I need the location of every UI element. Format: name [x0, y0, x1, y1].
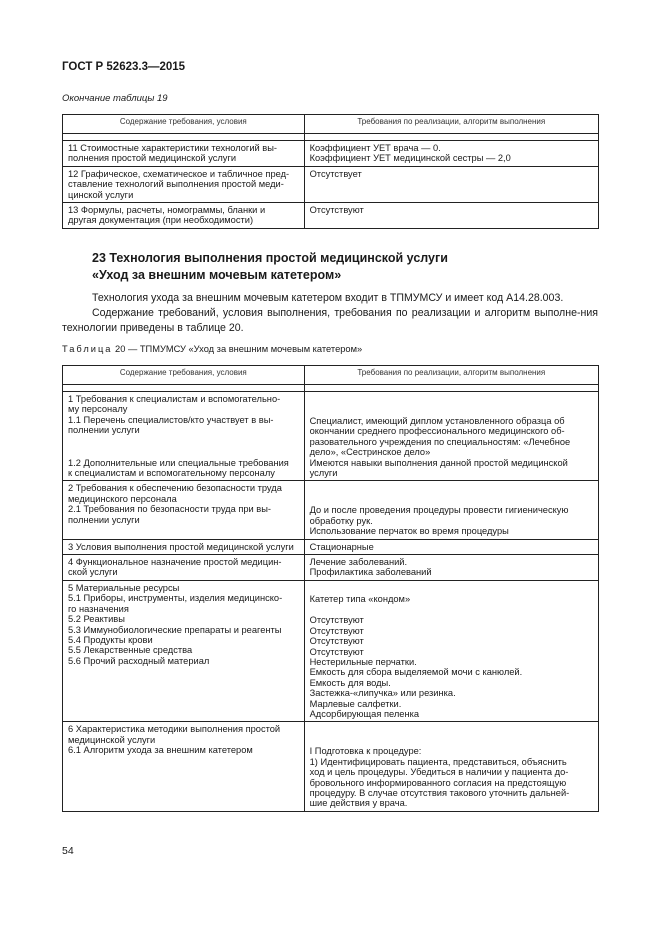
paragraph: Содержание требований, условия выполнения, требования по реализации и алгоритм выполне-ния технологии приведены в таблице 20. [62, 307, 598, 334]
cell-text-line: 12 Графическое, схематическое и табличное пред- [68, 168, 290, 179]
cell-text-line: бровольного информированного согласия на предстоящую [309, 777, 567, 788]
cell-text-line: разовательного учреждения по специальностям: «Лечебное [309, 436, 571, 447]
cell-text-line: 1) Идентифицировать пациента, представиться, объяснить [309, 756, 567, 767]
cell-text-line: медицинского персонала [68, 493, 177, 504]
cell-text-line: Емкость для воды. [309, 677, 391, 688]
cell-text-line: к специалистам и вспомогательному персоналу [68, 468, 275, 479]
cell-text-line: 4 Функциональное назначение простой медицин- [68, 557, 282, 568]
cell-text-line: 6 Характеристика методики выполнения простой [68, 724, 281, 735]
table-caption [62, 344, 362, 354]
cell-text-line [310, 483, 593, 494]
table-caption-text: 20 — ТПМУМСУ «Уход за внешним мочевым катетером» [115, 344, 363, 354]
table-row [63, 555, 599, 581]
table-row [63, 539, 599, 554]
cell-text-line: 1 Требования к специалистам и вспомогательно- [68, 394, 281, 404]
table-row [63, 580, 599, 721]
cell-text-line: 5.5 Лекарственные средства [68, 645, 193, 656]
cell-text-line: Отсутствуют [309, 615, 364, 626]
table-caption-label: Таблица [62, 344, 113, 354]
cell-text-line: Отсутствует [309, 168, 362, 179]
column-header: Требования по реализации, алгоритм выполнения [304, 115, 598, 134]
cell-text-line: шие действия у врача. [309, 798, 408, 809]
cell-text-line: Стационарные [309, 541, 374, 552]
implementation-cell [304, 166, 598, 202]
cell-text-line: 1.2 Дополнительные или специальные требования [68, 457, 289, 468]
cell-text-line: окончании среднего профессионального медицинского об- [309, 426, 565, 437]
cell-text-line: го назначения [68, 603, 129, 614]
table-row [63, 481, 599, 539]
table-row [63, 722, 599, 811]
cell-text-line: До и после проведения процедуры провести гигиеническую [309, 505, 569, 516]
cell-text-line [310, 494, 593, 505]
table-continuation-label: Окончание таблицы 19 [62, 93, 168, 104]
cell-text-line: 5.3 Иммунобиологические препараты и реагенты [68, 624, 282, 635]
cell-text-line: 5.4 Продукты крови [68, 634, 153, 645]
cell-text-line: 5.2 Реактивы [68, 614, 125, 625]
cell-text-line: Имеются навыки выполнения данной простой медицинской [309, 457, 568, 468]
column-header: Содержание требования, условия [63, 115, 305, 134]
section-title [92, 250, 612, 284]
cell-text-line: 13 Формулы, расчеты, номограммы, бланки и [68, 205, 266, 216]
cell-text-line: Катетер типа «кондом» [309, 593, 411, 604]
cell-text-line: му персоналу [68, 404, 128, 415]
cell-text-line [310, 604, 593, 615]
implementation-cell [304, 481, 598, 539]
cell-text-line: процедуру. В случае отсутствия такового уточнить дальней- [309, 787, 570, 798]
implementation-cell [304, 203, 598, 229]
table-row [63, 166, 599, 202]
cell-text-line [310, 583, 593, 594]
cell-text-line: Коэффициент УЕТ врача — 0. [309, 143, 441, 153]
implementation-cell [304, 392, 598, 481]
cell-text-line: ской услуги [68, 567, 118, 578]
cell-text-line: ставление технологий выполнения простой меди- [68, 179, 284, 190]
cell-text-line [310, 394, 593, 405]
table-19 [62, 114, 599, 229]
cell-text-line: другая документация (при необходимости) [68, 215, 254, 226]
cell-text-line: 3 Условия выполнения простой медицинской услуги [68, 541, 294, 552]
cell-text-line: Коэффициент УЕТ медицинской сестры — 2,0 [309, 153, 511, 164]
cell-text-line [68, 447, 299, 458]
requirement-cell [63, 166, 305, 202]
cell-text-line: Отсутствуют [309, 646, 364, 657]
column-header: Содержание требования, условия [63, 366, 305, 385]
cell-text-line: Лечение заболеваний. [309, 557, 408, 568]
table-row [63, 392, 599, 481]
cell-text-line: 2.1 Требования по безопасности труда при вы- [68, 504, 272, 515]
cell-text-line: I Подготовка к процедуре: [309, 746, 422, 757]
implementation-cell [304, 555, 598, 581]
cell-text-line: обработку рук. [309, 515, 373, 526]
cell-text-line: Адсорбирующая пеленка [309, 708, 420, 719]
requirement-cell [63, 481, 305, 539]
table-20 [62, 365, 599, 812]
cell-text-line [310, 735, 593, 746]
requirement-cell [63, 141, 305, 167]
cell-text-line: ход и цель процедуры. Убедиться в наличии у пациента до- [309, 767, 569, 778]
cell-text-line: медицинской услуги [68, 734, 156, 745]
table-header-row [63, 366, 599, 385]
requirement-cell [63, 539, 305, 554]
cell-text-line: 6.1 Алгоритм ухода за внешним катетером [68, 745, 253, 756]
cell-text-line: 2 Требования к обеспечению безопасности труда [68, 483, 282, 494]
cell-text-line: 5.1 Приборы, инструменты, изделия медицинско- [68, 593, 283, 604]
implementation-cell [304, 141, 598, 167]
cell-text-line: Профилактика заболеваний [309, 567, 432, 578]
implementation-cell [304, 722, 598, 811]
cell-text-line [310, 405, 593, 416]
column-header: Требования по реализации, алгоритм выполнения [304, 366, 598, 385]
cell-text-line: Специалист, имеющий диплом установленного образца об [309, 416, 565, 426]
requirement-cell [63, 555, 305, 581]
cell-text-line: Нестерильные перчатки. [309, 656, 417, 667]
cell-text-line: полнении услуги [68, 514, 140, 525]
cell-text-line: 1.1 Перечень специалистов/кто участвует в вы- [68, 414, 274, 425]
cell-text-line: цинской услуги [68, 189, 134, 200]
requirement-cell [63, 580, 305, 721]
cell-text-line [310, 724, 593, 735]
page-number: 54 [62, 845, 74, 857]
section-title-line: 23 Технология выполнения простой медицинской услуги [92, 251, 448, 265]
cell-text-line: Емкость для сбора выделяемой мочи с канюлей. [309, 667, 523, 678]
requirement-cell [63, 722, 305, 811]
cell-text-line: Марлевые салфетки. [309, 698, 402, 709]
implementation-cell [304, 539, 598, 554]
cell-text-line: 11 Стоимостные характеристики технологий вы- [68, 143, 278, 153]
cell-text-line: полнении услуги [68, 425, 140, 436]
cell-text-line: Отсутствуют [309, 205, 364, 216]
cell-text-line: 5 Материальные ресурсы [68, 582, 180, 593]
cell-text-line: Использование перчаток во время процедуры [309, 526, 509, 537]
cell-text-line: услуги [309, 468, 338, 479]
cell-text-line: Застежка-«липучка» или резинка. [309, 688, 456, 699]
section-title-line: «Уход за внешним мочевым катетером» [92, 267, 342, 282]
requirement-cell [63, 392, 305, 481]
cell-text-line: полнения простой медицинской услуги [68, 153, 237, 164]
implementation-cell [304, 580, 598, 721]
requirement-cell [63, 203, 305, 229]
standard-header: ГОСТ Р 52623.3—2015 [62, 61, 186, 73]
paragraph: Технология ухода за внешним мочевым катетером входит в ТПМУМСУ и имеет код А14.28.003. [92, 292, 564, 304]
cell-text-line: дело», «Сестринское дело» [309, 447, 431, 458]
cell-text-line [68, 436, 299, 447]
cell-text-line: 5.6 Прочий расходный материал [68, 655, 210, 666]
table-header-row [63, 115, 599, 134]
table-row [63, 141, 599, 167]
table-row [63, 203, 599, 229]
cell-text-line: Отсутствуют [309, 636, 364, 647]
cell-text-line: Отсутствуют [309, 625, 364, 636]
